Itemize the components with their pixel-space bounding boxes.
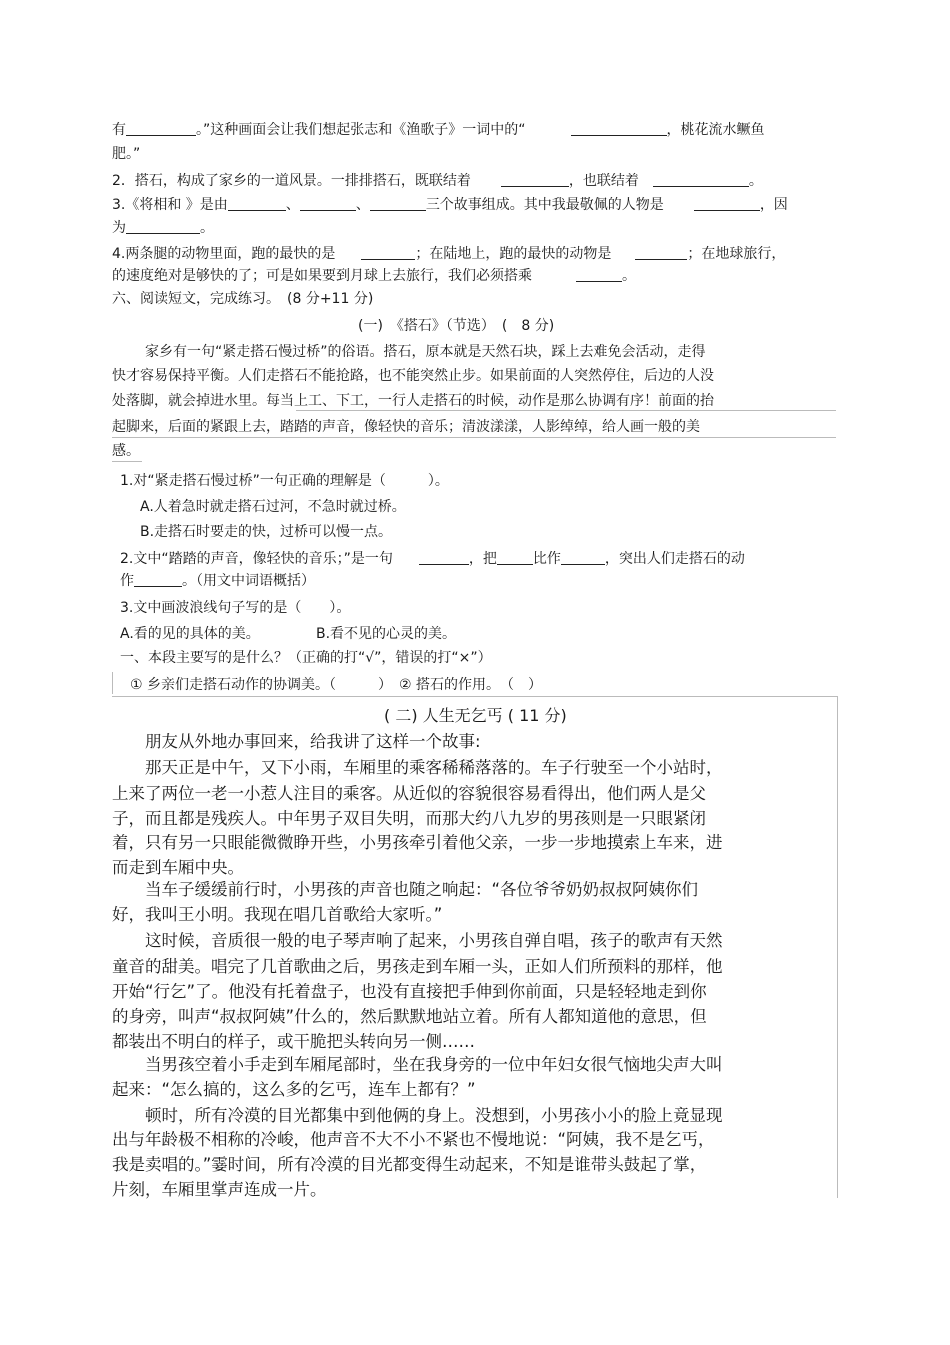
answer-blank[interactable] — [653, 172, 749, 187]
passage1-line: 家乡有一句“紧走搭石慢过桥”的俗语。搭石，原本就是天然石块，踩上去难免会活动，走得 — [145, 344, 706, 360]
answer-blank[interactable] — [635, 245, 687, 260]
p1-q3-option-a[interactable]: A.看的见的具体的美。 — [120, 626, 260, 642]
p1-question-3: 3.文中画波浪线句子写的是（ ）。 — [120, 600, 351, 616]
p1-question-2: 2.文中“踏踏的声音，像轻快的音乐；”是一句 ，把 比作 ，突出人们走搭石的动 — [120, 551, 745, 567]
q3-line2: 为 。 — [112, 220, 214, 236]
passage2-line: 而走到车厢中央。 — [112, 858, 244, 877]
p1-question-4: 一、本段主要写的是什么？（正确的打“√”，错误的打“×”） — [120, 650, 492, 666]
wavy-underline — [112, 437, 836, 438]
answer-blank[interactable] — [126, 219, 200, 234]
passage2-line: 这时候，音质很一般的电子琴声响了起来，小男孩自弹自唱，孩子的歌声有天然 — [112, 931, 723, 950]
answer-blank[interactable] — [501, 172, 569, 187]
passage1-line: 处落脚，就会掉进水里。每当上工、下工，一行人走搭石的时候，动作是那么协调有序！前面的抬 — [112, 393, 714, 409]
passage2-line: 出与年龄极不相称的冷峻，他声音不大不小不紧也不慢地说：“阿姨，我不是乞丐， — [112, 1130, 715, 1149]
passage1-line: 感。 — [112, 443, 140, 459]
answer-blank[interactable] — [694, 196, 760, 211]
passage2-line: 起来：“怎么搞的，这么多的乞丐，连车上都有？” — [112, 1080, 476, 1099]
passage2-line: 朋友从外地办事回来，给我讲了这样一个故事: — [112, 732, 481, 751]
passage2-line: 开始“行乞”了。他没有托着盘子，也没有直接把手伸到你前面，只是轻轻地走到你 — [112, 982, 707, 1001]
passage2-line: 童音的甜美。唱完了几首歌曲之后，男孩走到车厢一头，正如人们所预料的那样，他 — [112, 957, 723, 976]
passage1-title: (一) 《搭石》（节选） ( 8 分) — [358, 318, 555, 334]
wavy-underline — [296, 410, 836, 411]
wavy-underline — [112, 461, 142, 462]
p1-q4-options: ① 乡亲们走搭石动作的协调美。（ ） ② 搭石的作用。 （ ） — [130, 677, 543, 693]
q4-line2: 的速度绝对是够快的了；可是如果要到月球上去旅行，我们必须搭乘 。 — [112, 268, 636, 284]
passage1-line: 起脚来，后面的紧跟上去，踏踏的声音，像轻快的音乐；清波漾漾，人影绰绰，给人画一般的美 — [112, 419, 700, 435]
p1-question-1: 1.对“紧走搭石慢过桥”一句正确的理解是（ ）。 — [120, 473, 449, 489]
p1-q3-option-b[interactable]: B.看不见的心灵的美。 — [316, 626, 457, 642]
q1-line1: 有 。”这种画面会让我们想起张志和《渔歌子》一词中的“ ，桃花流水鳜鱼 — [112, 122, 765, 138]
answer-blank[interactable] — [228, 196, 286, 211]
answer-blank[interactable] — [497, 550, 533, 565]
passage2-line: 片刻，车厢里掌声连成一片。 — [112, 1180, 327, 1199]
p1-q1-option-a[interactable]: A.人着急时就走搭石过河，不急时就过桥。 — [140, 499, 406, 515]
answer-blank[interactable] — [576, 267, 622, 282]
frame-left-top — [112, 672, 113, 694]
passage2-line: 当车子缓缓前行时，小男孩的声音也随之响起：“各位爷爷奶奶叔叔阿姨你们 — [112, 880, 699, 899]
passage2-title: ( 二) 人生无乞丐 ( 11 分) — [384, 706, 567, 725]
answer-blank[interactable] — [370, 196, 426, 211]
p1-q1-option-b[interactable]: B.走搭石时要走的快，过桥可以慢一点。 — [140, 524, 393, 540]
answer-blank[interactable] — [561, 550, 605, 565]
answer-blank[interactable] — [126, 121, 196, 136]
p1-question-2-cont: 作 。（用文中词语概括） — [120, 573, 315, 589]
passage1-line: 快才容易保持平衡。人们走搭石不能抢路，也不能突然止步。如果前面的人突然停住，后边的人没 — [112, 368, 714, 384]
answer-blank[interactable] — [571, 121, 667, 136]
passage2-line: 顿时，所有冷漠的目光都集中到他俩的身上。没想到，小男孩小小的脸上竟显现 — [112, 1106, 723, 1125]
answer-blank[interactable] — [419, 550, 469, 565]
answer-blank[interactable] — [300, 196, 356, 211]
q4-line1: 4.两条腿的动物里面，跑的最快的是 ；在陆地上，跑的最快的动物是 ；在地球旅行， — [112, 246, 786, 262]
q3-line1: 3.《将相和 》是由 、 、 三个故事组成。其中我最敬佩的人物是 ，因 — [112, 197, 788, 213]
frame-right — [837, 696, 838, 1198]
section6-heading: 六、阅读短文，完成练习。 (8 分+11 分) — [112, 291, 374, 307]
passage2-line: 都装出不明白的样子，或干脆把头转向另一侧…… — [112, 1032, 475, 1051]
passage2-line: 好，我叫王小明。我现在唱几首歌给大家听。” — [112, 905, 443, 924]
answer-blank[interactable] — [361, 245, 415, 260]
passage2-line: 子，而且都是残疾人。中年男子双目失明，而那大约八九岁的男孩则是一只眼紧闭 — [112, 809, 706, 828]
passage2-line: 那天正是中午，又下小雨，车厢里的乘客稀稀落落的。车子行驶至一个小站时， — [112, 758, 723, 777]
q2-line: 2．搭石，构成了家乡的一道风景。一排排搭石，既联结着 ，也联结着 。 — [112, 173, 763, 189]
answer-blank[interactable] — [134, 572, 182, 587]
passage2-line: 的身旁，叫声“叔叔阿姨”什么的，然后默默地站立着。所有人都知道他的意思，但 — [112, 1007, 707, 1026]
passage2-line: 上来了两位一老一小惹人注目的乘客。从近似的容貌很容易看得出，他们两人是父 — [112, 784, 706, 803]
divider — [112, 696, 838, 697]
passage2-line: 着，只有另一只眼能微微睁开些，小男孩牵引着他父亲，一步一步地摸索上车来，进 — [112, 833, 723, 852]
q1-line2: 肥。” — [112, 146, 141, 162]
passage2-line: 我是卖唱的。”霎时间，所有冷漠的目光都变得生动起来，不知是谁带头鼓起了掌， — [112, 1155, 707, 1174]
passage2-line: 当男孩空着小手走到车厢尾部时，坐在我身旁的一位中年妇女很气恼地尖声大叫 — [112, 1055, 723, 1074]
